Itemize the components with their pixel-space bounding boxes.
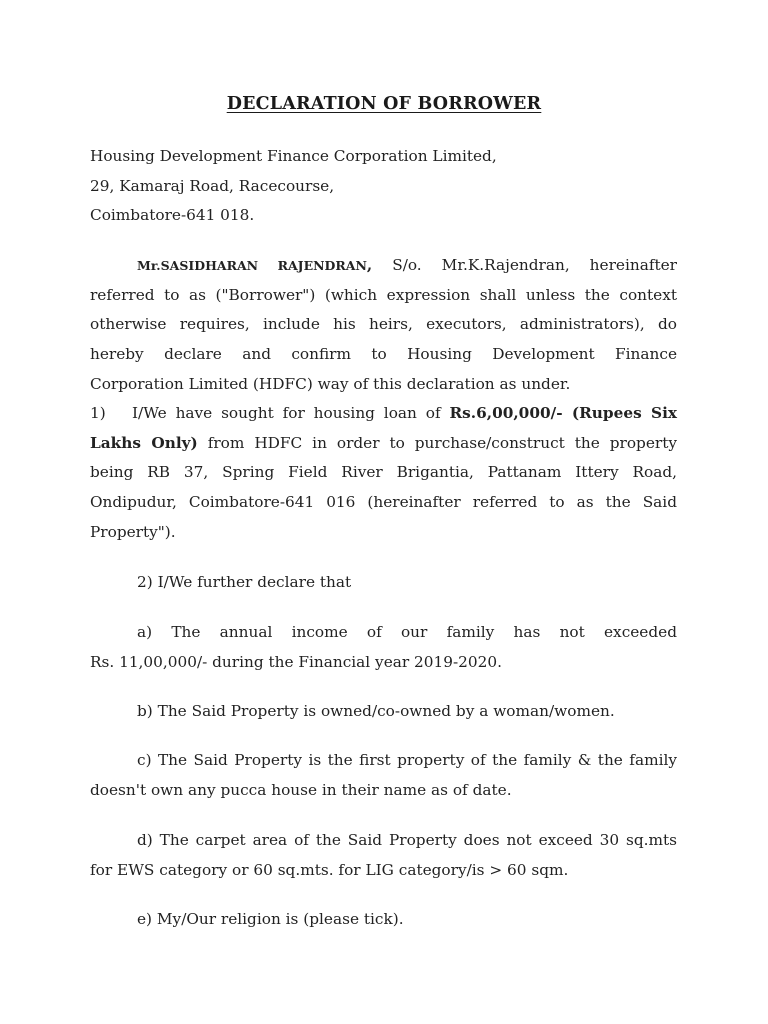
item-a-line-2: Rs. 11,00,000/- during the Financial year 2019-2020. [90, 652, 502, 671]
item-d-paragraph [90, 826, 677, 885]
item-1-line-1: 1) I/We have sought for housing loan of Rs.6,00,000/- (Rupees Six [90, 399, 677, 429]
loan-amount: Rs.6,00,000/- (Rupees Six [449, 404, 677, 422]
item-a-paragraph [90, 618, 677, 677]
item-1-line-2: Lakhs Only) from HDFC in order to purchase/construct the property [90, 433, 677, 452]
item-2-heading: 2) I/We further declare that [137, 573, 352, 591]
intro-line-2: referred to as ("Borrower") (which expression shall unless the context [90, 285, 677, 304]
item-1-line-5: Property"). [90, 522, 176, 541]
intro-paragraph [90, 251, 677, 400]
item-a-line-1: a) The annual income of our family has not exceeded [137, 623, 677, 641]
intro-line-4: hereby declare and confirm to Housing Development Finance [90, 345, 677, 364]
item-c-line-1: c) The Said Property is the first property of the family & the family [137, 751, 677, 769]
item-e-paragraph: e) My/Our religion is (please tick). [137, 910, 404, 928]
intro-line-3: otherwise requires, include his heirs, executors, administrators), do [90, 315, 677, 334]
document-title [0, 94, 768, 114]
item-1-line-4: Ondipudur, Coimbatore-641 016 (hereinafter referred to as the Said [90, 493, 677, 512]
item-1-number: 1) [90, 404, 106, 422]
address-line-2: 29, Kamaraj Road, Racecourse, [90, 176, 335, 195]
lender-address [90, 142, 497, 231]
document-title-text: DECLARATION OF BORROWER [226, 94, 542, 114]
item-1-paragraph [90, 399, 677, 548]
item-c-paragraph [90, 746, 677, 805]
item-d-line-1: d) The carpet area of the Said Property does not exceed 30 sq.mts [137, 831, 677, 849]
item-1-line-3: being RB 37, Spring Field River Brigantia, Pattanam Ittery Road, [90, 463, 677, 482]
address-line-3: Coimbatore-641 018. [90, 206, 255, 224]
intro-line-5: Corporation Limited (HDFC) way of this declaration as under. [90, 374, 571, 393]
borrower-name: Mr.SASIDHARAN RAJENDRAN [137, 258, 367, 273]
item-b-paragraph: b) The Said Property is owned/co-owned by a woman/women. [137, 702, 615, 720]
item-c-line-2: doesn't own any pucca house in their name as of date. [90, 780, 512, 799]
intro-line-1: Mr.SASIDHARAN RAJENDRAN, S/o. Mr.K.Rajendran, hereinafter [137, 256, 677, 274]
item-d-line-2: for EWS category or 60 sq.mts. for LIG category/is > 60 sqm. [90, 860, 569, 879]
address-line-1: Housing Development Finance Corporation Limited, [90, 147, 497, 165]
